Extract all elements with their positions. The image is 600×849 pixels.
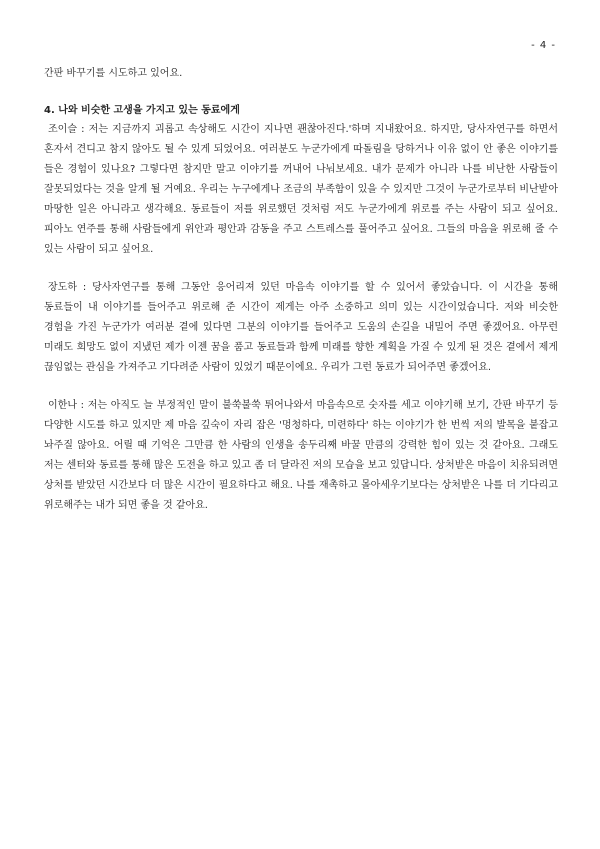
continued-text: 간판 바꾸기를 시도하고 있어요. <box>44 68 183 79</box>
section-heading: 4. 나와 비슷한 고생을 가지고 있는 동료에게 <box>44 105 240 116</box>
page-content <box>44 64 558 534</box>
paragraph-jang-doha: 장도하 : 당사자연구를 통해 그동안 응어리져 있던 마음속 이야기를 할 수 있어서 좋았습니다. 이 시간을 통해 동료들이 내 이야기를 들어주고 위로해 준 시간이 제게는 아주 소중하고 의미 있는 시간이었습니다. 저와 비슷한 경험을 가진 누군가가 여러분 곁에 있다면 그분의 이야기를 들어주고 도움의 손길을 내밀어 주면 좋겠어요. 아무런 미래도 희망도 없이 지냈던 제가 이젠 꿈을 품고 동료들과 함께 미래를 향한 계획을 가질 수 있게 된 것은 곁에서 제게 끊임없는 관심을 가져주고 기다려준 사람이 있었기 때문이에요. 우리가 그런 동료가 되어주면 좋겠어요. <box>44 282 558 373</box>
paragraph-jo-iseul: 조이슬 : 저는 지금까지 괴롭고 속상해도 시간이 지나면 괜찮아진다.'하며 지내왔어요. 하지만, 당사자연구를 하면서 혼자서 견디고 참지 않아도 될 수 있게 되었어요. 여러분도 누군가에게 따돌림을 당하거나 이유 없이 안 좋은 이야기를 들은 경험이 있나요? 그렇다면 참지만 말고 이야기를 꺼내어 나눠보세요. 내가 문제가 아니라 나를 비난한 사람들이 잘못되었다는 것을 알게 될 거예요. 우리는 누구에게나 조금의 부족함이 있을 수 있지만 그것이 누군가로부터 비난받아 마땅한 일은 아니라고 생각해요. 동료들이 저를 위로했던 것처럼 저도 누군가에게 위로를 주는 사람이 되고 싶어요. 피아노 연주를 통해 사람들에게 위안과 평안과 감동을 주고 스트레스를 풀어주고 싶어요. 그들의 마음을 위로해 줄 수 있는 사람이 되고 싶어요. <box>44 124 558 255</box>
page-number: - 4 - <box>531 40 556 51</box>
paragraph-lee-hanna: 이한나 : 저는 아직도 늘 부정적인 말이 불쑥불쑥 튀어나와서 마음속으로 숫자를 세고 이야기해 보기, 간판 바꾸기 등 다양한 시도를 하고 있지만 제 마음 깊숙이 자리 잡은 '멍청하다, 미련하다' 하는 이야기가 한 번씩 저의 발목을 붙잡고 놔주질 않아요. 어릴 때 기억은 그만큼 한 사람의 인생을 송두리째 바꿀 만큼의 강력한 힘이 있는 것 같아요. 그래도 저는 센터와 동료를 통해 많은 도전을 하고 있고 좀 더 달라진 저의 모습을 보고 있답니다. 상처받은 마음이 치유되려면 상처를 받았던 시간보다 더 많은 시간이 필요하다고 해요. 나를 재촉하고 몰아세우기보다는 상처받은 나를 더 기다리고 위로해주는 내가 되면 좋을 것 같아요. <box>44 400 558 511</box>
